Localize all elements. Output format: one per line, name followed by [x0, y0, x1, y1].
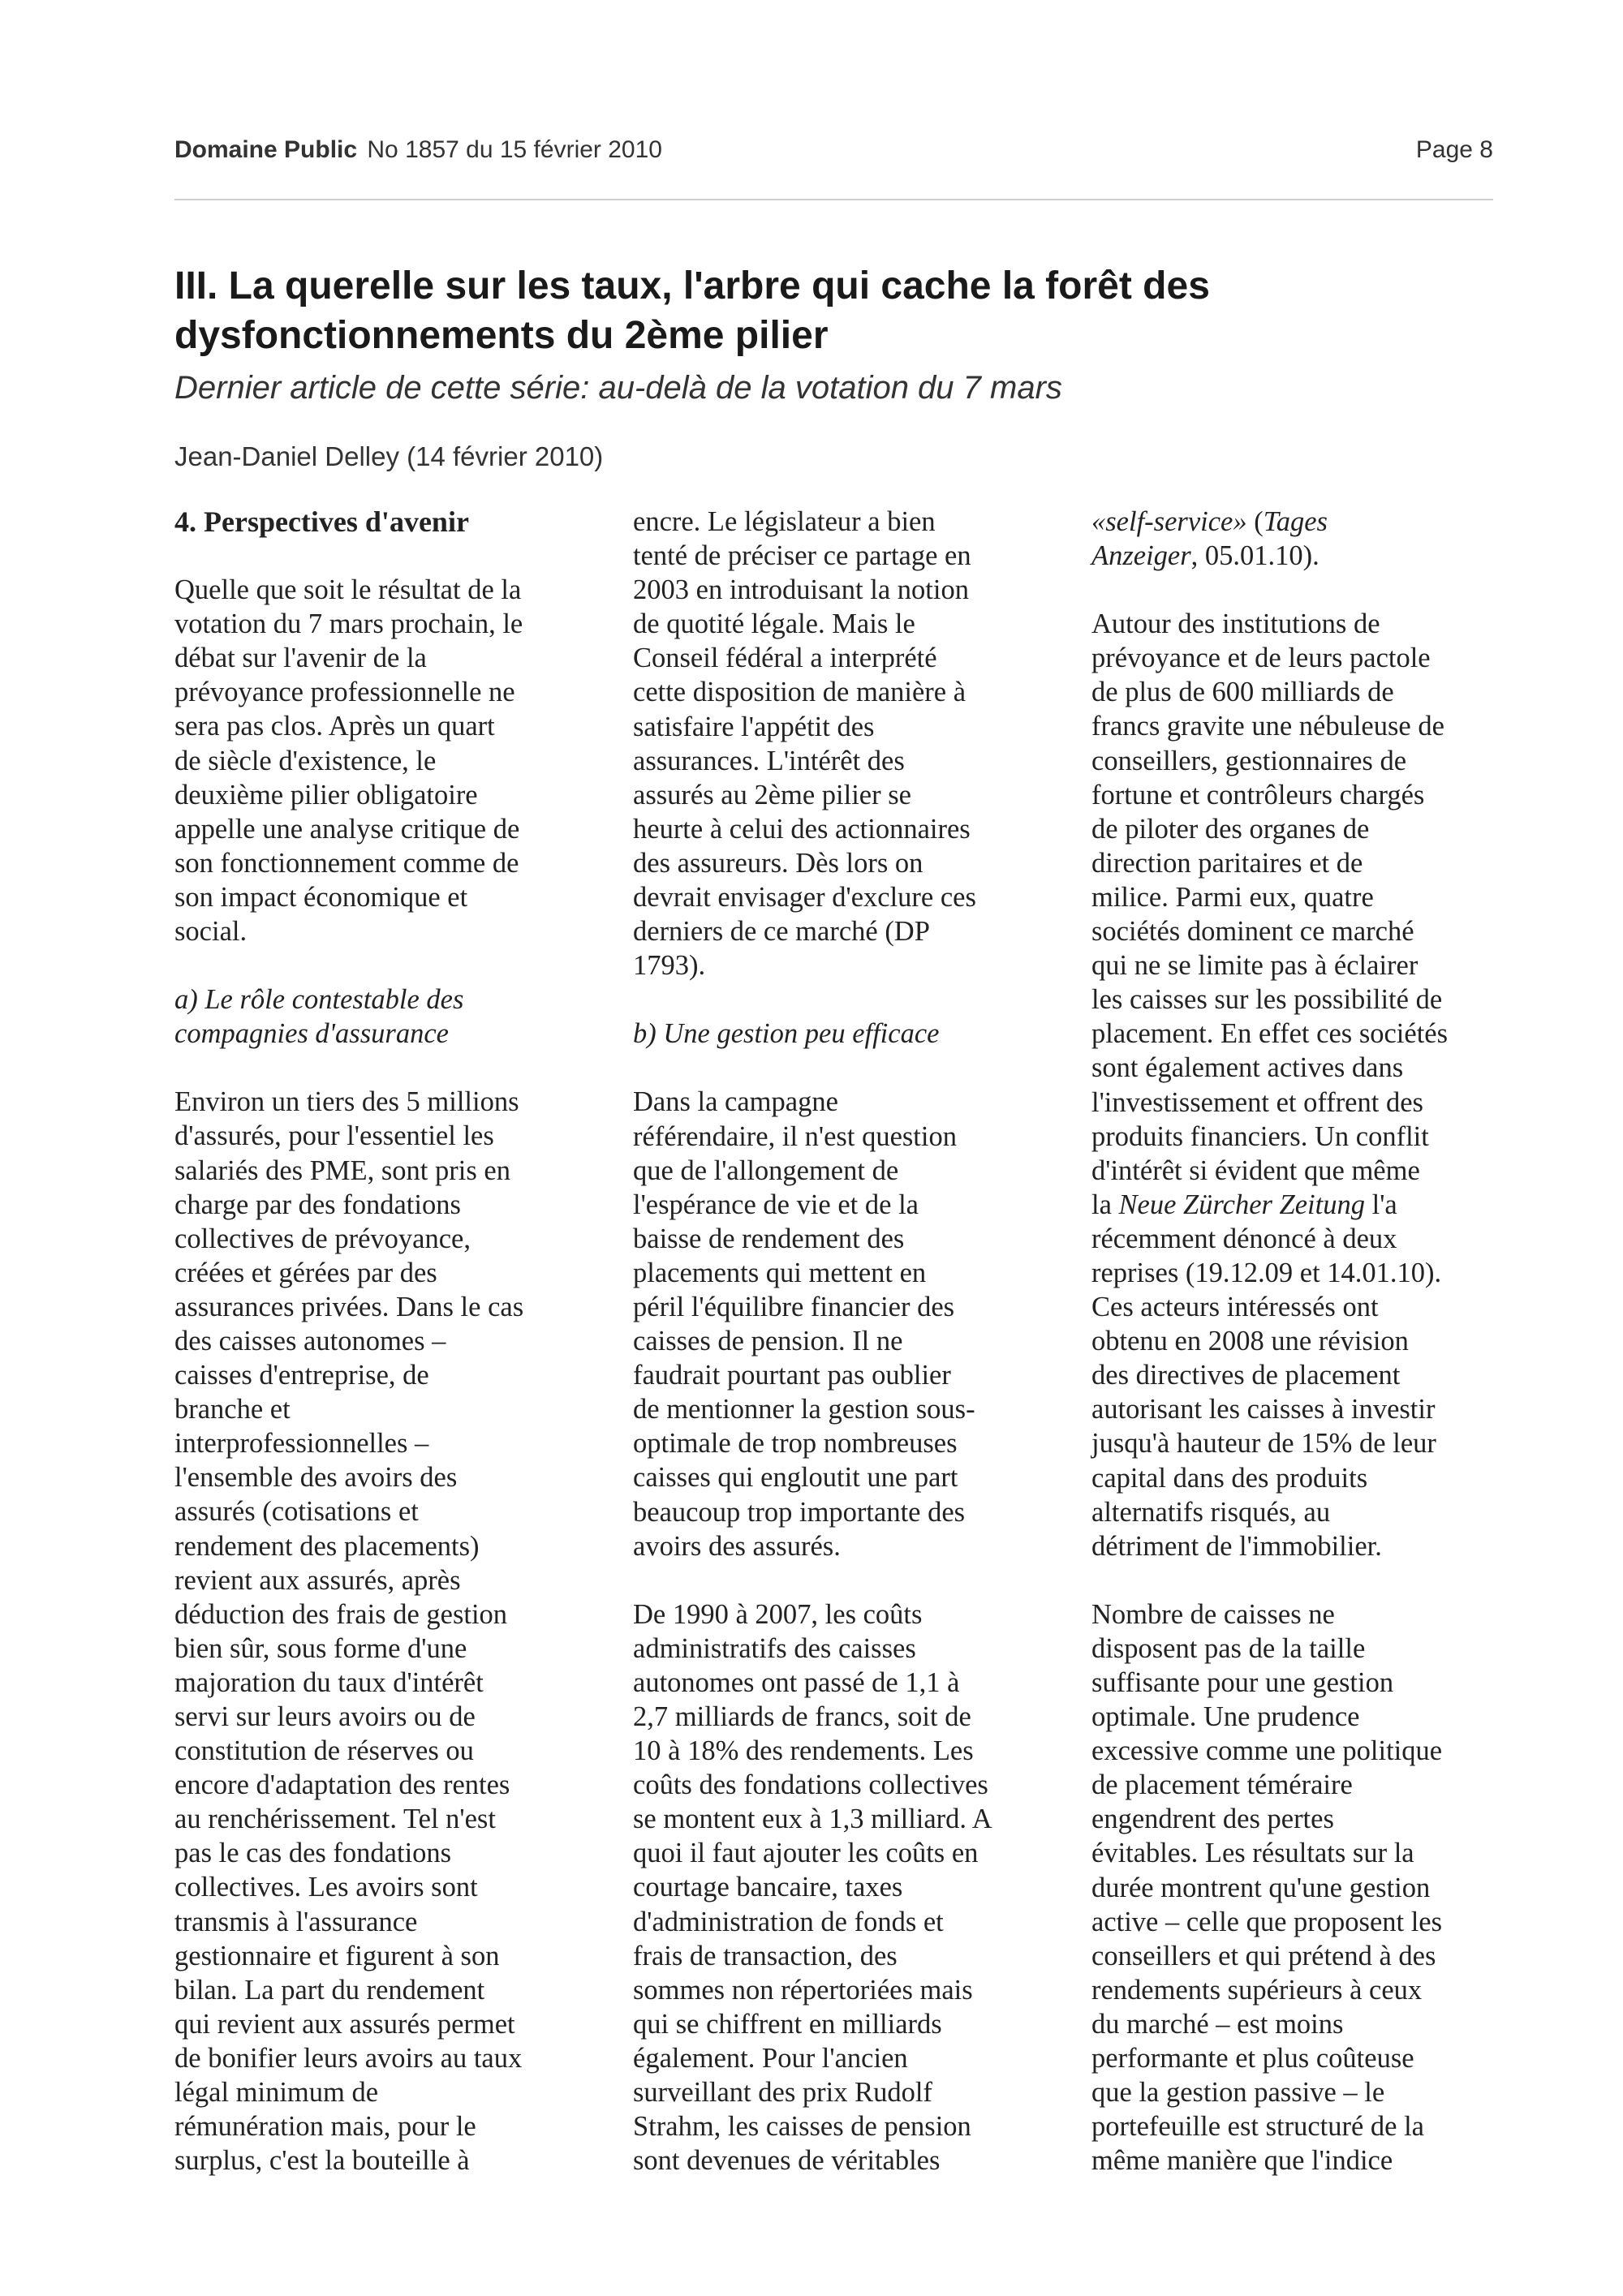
- page-header: [174, 136, 1493, 169]
- text-line: se montent eux à 1,3 milliard. A: [633, 1804, 992, 1835]
- text-fragment: la: [1091, 1189, 1119, 1220]
- text-line: milice. Parmi eux, quatre: [1091, 881, 1374, 913]
- text-line: Nombre de caisses ne: [1091, 1598, 1335, 1630]
- newspaper-name: Tages: [1263, 506, 1328, 537]
- text-line: référendaire, il n'est question: [633, 1120, 957, 1152]
- text-line: constitution de réserves ou: [174, 1735, 474, 1767]
- text-line: [1091, 539, 1518, 573]
- text-line: rendements supérieurs à ceux: [1091, 1974, 1423, 2006]
- text-line: bien sûr, sous forme d'une: [174, 1632, 467, 1664]
- text-line: évitables. Les résultats sur la: [1091, 1838, 1414, 1869]
- text-line: engendrent des pertes: [1091, 1804, 1334, 1835]
- text-line: autonomes ont passé de 1,1 à: [633, 1666, 960, 1698]
- section-heading: 4. Perspectives d'avenir: [174, 505, 469, 538]
- text-line: surveillant des prix Rudolf: [633, 2077, 932, 2109]
- text-line: d'administration de fonds et: [633, 1906, 944, 1937]
- text-line: De 1990 à 2007, les coûts: [633, 1598, 923, 1630]
- text-line: des directives de placement: [1091, 1360, 1401, 1391]
- text-line: assurés au 2ème pilier se: [633, 779, 911, 810]
- text-line: qui revient aux assurés permet: [174, 2008, 515, 2040]
- text-line: prévoyance et de leurs pactole: [1091, 643, 1431, 674]
- text-line: social.: [174, 916, 248, 948]
- text-line: a) Le rôle contestable des: [174, 984, 464, 1016]
- text-line: collectives de prévoyance,: [174, 1223, 471, 1254]
- text-line: d'assurés, pour l'essentiel les: [174, 1120, 494, 1152]
- text-line: performante et plus coûteuse: [1091, 2043, 1414, 2075]
- paragraph: [1091, 607, 1518, 1563]
- text-line: obtenu en 2008 une révision: [1091, 1326, 1409, 1357]
- text-line: branche et: [174, 1394, 291, 1425]
- paragraph: [1091, 505, 1518, 573]
- text-line: derniers de ce marché (DP: [633, 916, 930, 948]
- text-line: que la gestion passive – le: [1091, 2077, 1385, 2109]
- text-line: l'investissement et offrent des: [1091, 1086, 1423, 1118]
- text-line: tenté de préciser ce partage en: [633, 540, 971, 572]
- text-line: sont devenues de véritables: [633, 2145, 941, 2177]
- text-line: charge par des fondations: [174, 1189, 461, 1220]
- text-line: heurte à celui des actionnaires: [633, 813, 971, 845]
- text-line: produits financiers. Un conflit: [1091, 1120, 1429, 1152]
- text-line: caisses d'entreprise, de: [174, 1360, 429, 1391]
- text-line: débat sur l'avenir de la: [174, 643, 427, 674]
- publication-name: Domaine Public: [174, 136, 358, 163]
- text-line: du marché – est moins: [1091, 2008, 1344, 2040]
- text-line: péril l'équilibre financier des: [633, 1291, 955, 1322]
- text-line: son fonctionnement comme de: [174, 847, 519, 879]
- article-title: [174, 261, 1493, 360]
- article-byline: Jean-Daniel Delley (14 février 2010): [174, 441, 604, 471]
- text-line: reprises (19.12.09 et 14.01.10).: [1091, 1257, 1442, 1288]
- text-line: même manière que l'indice: [1091, 2145, 1393, 2177]
- text-line: appelle une analyse critique de: [174, 813, 520, 845]
- text-line: au renchérissement. Tel n'est: [174, 1804, 496, 1835]
- text-line: Dans la campagne: [633, 1086, 838, 1118]
- text-line: encre. Le législateur a bien: [633, 506, 936, 537]
- text-line: 10 à 18% des rendements. Les: [633, 1735, 974, 1767]
- text-line: créées et gérées par des: [174, 1257, 437, 1288]
- text-line: portefeuille est structuré de la: [1091, 2111, 1424, 2143]
- line-group: [1091, 1222, 1518, 1563]
- issue-info: No 1857 du 15 février 2010: [367, 136, 662, 163]
- text-line: récemment dénoncé à deux: [1091, 1223, 1397, 1254]
- text-line: active – celle que proposent les: [1091, 1906, 1443, 1937]
- text-line: collectives. Les avoirs sont: [174, 1872, 478, 1903]
- text-line: détriment de l'immobilier.: [1091, 1530, 1382, 1562]
- text-line: caisses de pension. Il ne: [633, 1326, 903, 1357]
- text-line: satisfaire l'appétit des: [633, 711, 875, 742]
- text-line: surplus, c'est la bouteille à: [174, 2145, 470, 2177]
- text-line: optimale. Une prudence: [1091, 1701, 1360, 1733]
- text-line: prévoyance professionnelle ne: [174, 677, 515, 708]
- text-line: faudrait pourtant pas oublier: [633, 1360, 951, 1391]
- text-line: conseillers et qui prétend à des: [1091, 1940, 1436, 1971]
- text-line: que de l'allongement de: [633, 1154, 899, 1186]
- text-line: son impact économique et: [174, 881, 468, 913]
- text-line: salariés des PME, sont pris en: [174, 1154, 510, 1186]
- text-line: fortune et contrôleurs chargés: [1091, 779, 1425, 810]
- text-line: jusqu'à hauteur de 15% de leur: [1091, 1428, 1436, 1460]
- text-line: de quotité légale. Mais le: [633, 608, 915, 640]
- text-line: Autour des institutions de: [1091, 608, 1380, 640]
- text-line: bilan. La part du rendement: [174, 1974, 485, 2006]
- text-line: revient aux assurés, après: [174, 1564, 461, 1596]
- text-line: administratifs des caisses: [633, 1632, 916, 1664]
- text-line: baisse de rendement des: [633, 1223, 905, 1254]
- text-line: devrait envisager d'exclure ces: [633, 882, 976, 914]
- text-line: deuxième pilier obligatoire: [174, 779, 478, 810]
- text-line: Environ un tiers des 5 millions: [174, 1086, 519, 1118]
- page-number: Page 8: [1415, 136, 1493, 163]
- text-line: encore d'adaptation des rentes: [174, 1769, 510, 1801]
- text-line: caisses qui engloutit une part: [633, 1462, 958, 1494]
- text-line: [1091, 505, 1518, 539]
- text-line: Strahm, les caisses de pension: [633, 2111, 971, 2143]
- text-column-3: [1091, 505, 1518, 2212]
- text-line: francs gravite une nébuleuse de: [1091, 711, 1444, 742]
- paragraph: [174, 573, 601, 948]
- text-line: [1091, 1188, 1518, 1222]
- text-line: assurés (cotisations et: [174, 1496, 419, 1528]
- text-line: pas le cas des fondations: [174, 1838, 452, 1869]
- paragraph: [1091, 1597, 1518, 2178]
- text-line: de plus de 600 milliards de: [1091, 677, 1394, 708]
- text-line: alternatifs risqués, au: [1091, 1496, 1331, 1528]
- text-line: sera pas clos. Après un quart: [174, 711, 495, 742]
- newspaper-name: Neue Zürcher Zeitung: [1118, 1189, 1365, 1220]
- text-line: gestionnaire et figurent à son: [174, 1940, 500, 1971]
- text-line: 2003 en introduisant la notion: [633, 574, 969, 606]
- text-line: rémunération mais, pour le: [174, 2111, 476, 2143]
- text-line: interprofessionnelles –: [174, 1428, 429, 1460]
- text-line: des caisses autonomes –: [174, 1325, 446, 1357]
- text-line: quoi il faut ajouter les coûts en: [633, 1838, 979, 1869]
- text-fragment: (: [1246, 506, 1264, 537]
- text-line: servi sur leurs avoirs ou de: [174, 1701, 476, 1732]
- text-line: qui ne se limite pas à éclairer: [1091, 950, 1419, 982]
- text-fragment: , 05.01.10).: [1190, 540, 1319, 572]
- text-line: des assureurs. Dès lors on: [633, 847, 923, 879]
- text-line: excessive comme une politique: [1091, 1735, 1443, 1767]
- text-line: conseillers, gestionnaires de: [1091, 745, 1407, 776]
- text-line: de placement téméraire: [1091, 1769, 1353, 1801]
- header-divider: [174, 199, 1493, 200]
- text-line: courtage bancaire, taxes: [633, 1872, 903, 1903]
- text-fragment: l'a: [1364, 1189, 1397, 1220]
- line-group: [1091, 607, 1518, 1188]
- text-line: sociétés dominent ce marché: [1091, 916, 1414, 948]
- text-line: beaucoup trop importante des: [633, 1496, 966, 1528]
- text-line: Conseil fédéral a interprété: [633, 643, 937, 674]
- text-line: durée montrent qu'une gestion: [1091, 1872, 1431, 1903]
- text-line: avoirs des assurés.: [633, 1530, 841, 1562]
- text-line: transmis à l'assurance: [174, 1906, 418, 1937]
- paragraph: [174, 1085, 601, 2178]
- title-line: III. La querelle sur les taux, l'arbre qui cache la forêt des: [174, 264, 1210, 307]
- text-line: cette disposition de manière à: [633, 677, 966, 708]
- text-line: assurances. L'intérêt des: [633, 745, 905, 776]
- text-line: direction paritaires et de: [1091, 847, 1363, 879]
- title-line: dysfonctionnements du 2ème pilier: [174, 314, 829, 357]
- paragraph: [633, 1085, 1059, 1563]
- quote-term: «self-service»: [1091, 506, 1247, 537]
- text-line: qui se chiffrent en milliards: [633, 2008, 942, 2040]
- text-line: de mentionner la gestion sous-: [633, 1394, 975, 1425]
- text-line: compagnies d'assurance: [174, 1018, 449, 1050]
- text-line: suffisante pour une gestion: [1091, 1667, 1394, 1698]
- text-line: d'intérêt si évident que même: [1091, 1154, 1420, 1186]
- text-line: placements qui mettent en: [633, 1257, 927, 1288]
- text-line: l'espérance de vie et de la: [633, 1189, 919, 1220]
- text-line: les caisses sur les possibilité de: [1091, 984, 1443, 1016]
- text-line: rendement des placements): [174, 1530, 480, 1562]
- text-line: votation du 7 mars prochain, le: [174, 608, 523, 640]
- text-line: déduction des frais de gestion: [174, 1598, 508, 1630]
- article-subtitle: Dernier article de cette série: au-delà de la votation du 7 mars: [174, 370, 1062, 406]
- text-line: également. Pour l'ancien: [633, 2042, 908, 2074]
- text-line: disposent pas de la taille: [1091, 1632, 1366, 1664]
- text-line: assurances privées. Dans le cas: [174, 1291, 524, 1322]
- text-line: de piloter des organes de: [1091, 813, 1370, 845]
- text-line: sommes non répertoriées mais: [633, 1974, 973, 2006]
- newspaper-name: Anzeiger: [1091, 540, 1191, 572]
- text-line: optimale de trop nombreuses: [633, 1428, 958, 1460]
- text-column-2: [633, 505, 1059, 2212]
- text-line: capital dans des produits: [1091, 1462, 1368, 1494]
- text-line: frais de transaction, des: [633, 1940, 898, 1971]
- text-line: légal minimum de: [174, 2077, 379, 2109]
- text-line: de siècle d'existence, le: [174, 745, 437, 776]
- text-line: autorisant les caisses à investir: [1091, 1394, 1436, 1425]
- text-line: majoration du taux d'intérêt: [174, 1666, 484, 1698]
- text-line: 1793).: [633, 950, 706, 982]
- text-line: Quelle que soit le résultat de la: [174, 574, 522, 606]
- text-column-1: [174, 505, 601, 2212]
- text-line: sont également actives dans: [1091, 1052, 1404, 1084]
- text-line: 2,7 milliards de francs, soit de: [633, 1701, 971, 1732]
- paragraph: [633, 505, 1059, 982]
- subsection-heading: [174, 982, 601, 1051]
- text-line: de bonifier leurs avoirs au taux: [174, 2042, 523, 2074]
- text-line: Ces acteurs intéressés ont: [1091, 1292, 1379, 1323]
- text-line: placement. En effet ces sociétés: [1091, 1018, 1449, 1050]
- text-line: coûts des fondations collectives: [633, 1769, 988, 1801]
- paragraph: [633, 1597, 1059, 2178]
- subsection-heading: b) Une gestion peu efficace: [633, 1018, 940, 1050]
- text-line: l'ensemble des avoirs des: [174, 1462, 458, 1494]
